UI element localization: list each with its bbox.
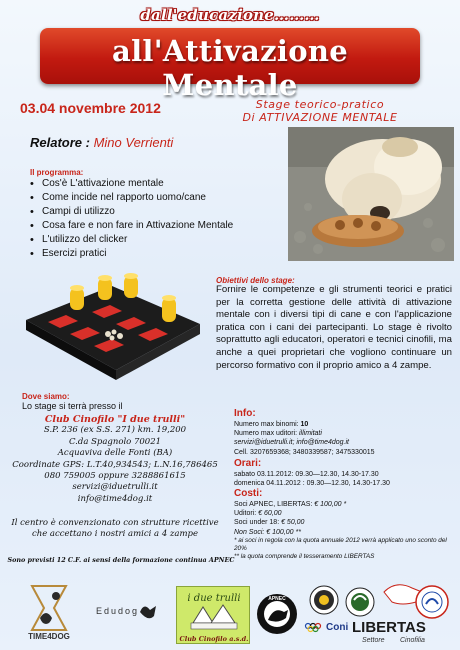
cost-label: Uditori: — [234, 510, 259, 518]
coni-libertas-logos — [300, 580, 456, 646]
address-line: S.P. 236 (ex S.S. 271) km. 19,200 — [43, 425, 187, 436]
cost-value: € 50,00 — [281, 519, 305, 527]
info-block — [234, 420, 454, 457]
cost-label: Soci APNEC, LIBERTAS: — [234, 501, 315, 508]
time4dog-logo — [18, 578, 80, 644]
max-listeners-value: illimitati — [298, 430, 322, 438]
page-title: all'Attivazione Mentale — [111, 34, 348, 102]
phone-numbers: 080 759005 oppure 3288861615 — [44, 471, 186, 482]
edudog-logo — [94, 598, 164, 624]
speaker-name: Mino Verrienti — [93, 135, 174, 150]
info-emails[interactable]: servizi@iduetrulli.it; info@time4dog.it — [234, 439, 349, 447]
objectives-text: Fornire le competenze e gli strumenti teorici e pratici per la corretta gestione delle attività di attivazione mentale con i diversi tipi di cane e con l'applicazione pratica con i cani dei partecipanti. Lo stage è rivolto soprattutto agli educatori, operatori e tecnici cinofili, ma anche a quei proprietari che vogliono continuare un percorso formativo con il proprio amico a 4 zampe. — [216, 284, 452, 371]
club-name: Club Cinofilo "I due trulli" — [44, 414, 186, 425]
max-listeners — [234, 429, 454, 438]
stage-title-line-1: Stage teorico-pratico — [255, 98, 385, 111]
max-pairs-label: Numero max binomi: — [234, 421, 301, 428]
max-listeners-label: Numero max uditori: — [234, 430, 299, 438]
apnec-logo — [254, 590, 300, 638]
board-game-photo — [20, 268, 204, 383]
cost-value: € 100,00 ** — [266, 528, 301, 536]
puzzle-board-illustration — [20, 268, 204, 383]
stage-title-line-2: Di ATTIVAZIONE MENTALE — [242, 111, 398, 124]
max-pairs — [234, 420, 454, 429]
list-item: • Cosa fare e non fare in Attivazione Mentale — [30, 219, 233, 233]
list-item: • Esercizi pratici — [30, 247, 233, 261]
cost-under18 — [234, 518, 454, 527]
edudog-text: Edudog — [96, 606, 140, 616]
objectives-label: Obiettivi dello stage: — [216, 276, 295, 285]
max-pairs-value: 10 — [300, 421, 309, 428]
coni-text: Coni — [326, 622, 349, 633]
location-block — [10, 414, 220, 505]
gps-coordinates: Coordinate GPS: L.T.40,934543; L.N.16,786465 — [12, 459, 218, 470]
cost-nonmembers — [234, 528, 454, 537]
list-item: • Come incide nel rapporto uomo/cane — [30, 191, 233, 205]
costs-heading: Costi: — [234, 488, 263, 499]
speaker-label: Relatore : — [30, 135, 90, 150]
address-line: Acquaviva delle Fonti (BA) — [57, 448, 173, 459]
membership-note: ** la quota comprende il tesseramento LIBERTAS — [234, 552, 375, 560]
stage-title — [200, 98, 440, 124]
accommodation-note — [10, 518, 220, 540]
schedule-line: sabato 03.11.2012: 09.30—12.30, 14.30-17.30 — [234, 471, 379, 478]
list-item: • Cos'è L'attivazione mentale — [30, 177, 233, 191]
email-link[interactable]: info@time4dog.it — [77, 493, 153, 504]
iduetrulli-subtext: Club Cinofilo a.s.d. — [179, 635, 249, 643]
location-intro: Lo stage si terrà presso il — [22, 401, 123, 411]
cost-value: € 100,00 * — [314, 501, 347, 508]
dog-photo — [288, 127, 454, 261]
time4dog-text: TIME4DOG — [28, 632, 70, 641]
iduetrulli-logo — [176, 586, 250, 644]
header-subtitle: dall'educazione……… — [140, 6, 320, 24]
list-item: • L'utilizzo del clicker — [30, 233, 233, 247]
dog-illustration — [288, 127, 454, 261]
schedule-block — [234, 470, 454, 488]
settore-text: Settore — [362, 637, 385, 644]
discount-note: * ai soci in regola con la quota annuale 2012 verrà applicato uno sconto del 20% — [234, 536, 447, 552]
event-date: 03.04 novembre 2012 — [20, 100, 161, 116]
iduetrulli-text: i due trulli — [187, 593, 241, 604]
cost-label: Soci under 18: — [234, 519, 282, 527]
location-label: Dove siamo: — [22, 392, 70, 401]
cost-value: € 60,00 — [258, 510, 282, 518]
credits-note: Sono previsti 12 C.F. ai sensi della formazione continua APNEC — [7, 556, 235, 564]
apnec-text: APNEC — [268, 596, 286, 602]
accommodation-line-2: che accettano i nostri amici a 4 zampe — [31, 529, 199, 539]
cost-label: Non Soci: — [234, 528, 267, 536]
program-label: Il programma: — [30, 168, 84, 177]
cost-members — [234, 500, 454, 509]
cost-listeners — [234, 509, 454, 518]
costs-block — [234, 500, 454, 561]
email-link[interactable]: servizi@iduetrulli.it — [72, 482, 158, 493]
schedule-line: domenica 04.11.2012 : 09.30—12.30, 14.30-17.30 — [234, 480, 390, 488]
info-cell: Cell. 3207659368; 3480339587; 3475330015 — [234, 448, 375, 456]
speaker — [30, 135, 173, 150]
info-heading: Info: — [234, 408, 256, 419]
list-item: • Campi di utilizzo — [30, 205, 233, 219]
libertas-text: LIBERTAS — [352, 619, 426, 636]
cinofilia-text: Cinofilia — [400, 637, 425, 644]
schedule-heading: Orari: — [234, 458, 262, 469]
program-list — [30, 177, 233, 261]
address-line: C.da Spagnolo 70021 — [68, 436, 162, 447]
accommodation-line-1: Il centro è convenzionato con strutture ricettive — [11, 518, 219, 528]
